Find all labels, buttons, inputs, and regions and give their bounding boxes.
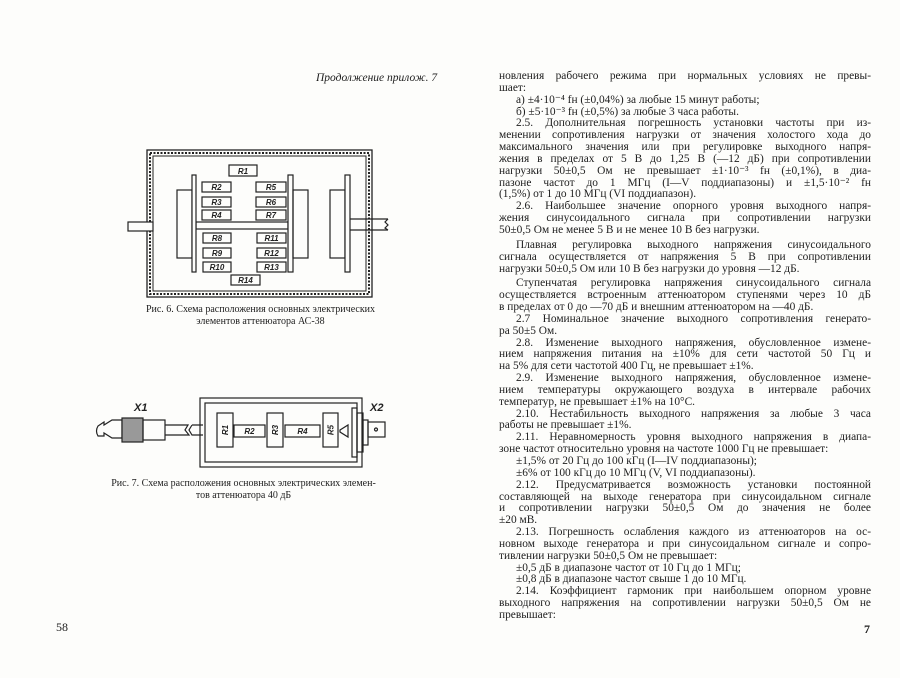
text-line: и сопротивлении нагрузки 50±0,5 Ом до значения не более <box>499 502 871 515</box>
resistor-R4 <box>285 425 320 437</box>
text-line: ±0,8 дБ в диапазоне частот свыше 1 до 10 МГц. <box>516 573 747 586</box>
resistor-label: R2 <box>211 183 222 192</box>
text-line: шает: <box>499 81 527 94</box>
text-line: пазоне частот до 1 МГц (I—V поддиапазоны) и ±1,5·10⁻² fн <box>499 176 871 189</box>
caption-line: элементов аттенюатора АС-38 <box>196 316 325 327</box>
text-line: новления рабочего режима при нормальных условиях не превы- <box>499 70 871 82</box>
text-line: работы не превышает ±1%. <box>499 419 632 432</box>
figure-7-caption <box>96 478 391 502</box>
caption-line: Рис. 7. Схема расположения основных электрических элемен- <box>111 478 376 489</box>
connector-label-X2: X2 <box>370 402 384 414</box>
text-line: 2.11. Неравномерность уровня выходного напряжения в диапа- <box>516 431 871 444</box>
text-line: на 5% для сети частотой 400 Гц, не превышает ±1%. <box>499 360 754 373</box>
resistor-label: R14 <box>238 276 253 285</box>
text-line: жения в пределах от 5 В до 1,25 В (—12 дБ) при сопротивлении <box>499 152 871 165</box>
resistor-R3 <box>267 413 283 447</box>
text-line: менении сопротивления нагрузки от значения холостого хода до <box>499 129 871 142</box>
text-line: ±1,5% от 20 Гц до 100 кГц (I—IV поддиапазоны); <box>516 455 757 467</box>
text-line: температур, не превышает ±1% на 10°С. <box>499 395 696 408</box>
caption-line: тов аттенюатора 40 дБ <box>195 490 292 501</box>
resistor-label: R11 <box>264 234 279 243</box>
text-line: ±6% от 100 кГц до 10 МГц (V, VI поддиапазоны). <box>516 466 756 479</box>
text-line: нием температуры окружающего воздуха в интервале рабочих <box>499 383 871 396</box>
fig7-connector-x2 <box>340 408 385 457</box>
text-line: в пределах от 0 до —70 дБ и внешним аттенюатором на —40 дБ. <box>499 301 814 314</box>
text-line: тивлении нагрузки 50±0,5 Ом не превышает: <box>499 549 718 562</box>
resistor-label: R6 <box>265 198 277 207</box>
text-line: 2.5. Дополнительная погрешность установки частоты при из- <box>516 117 871 130</box>
text-line: 2.14. Коэффициент гармоник при наибольшем опорном уровне <box>516 585 871 598</box>
text-line: 2.7 Номинальное значение выходного сопротивления генерато- <box>516 312 871 325</box>
resistor-label: R5 <box>265 183 277 192</box>
text-line: 2.13. Погрешность ослабления каждого из аттенюаторов на ос- <box>516 526 871 539</box>
text-line: а) ±4·10⁻⁴ fн (±0,04%) за любые 15 минут работы; <box>516 93 760 106</box>
text-line: ±0,5 дБ в диапазоне частот от 10 Гц до 1 МГц; <box>516 561 741 574</box>
text-line: осуществляется встроенным аттенюатором ступенями через 10 дБ <box>499 289 871 302</box>
resistor-label: R9 <box>211 249 223 258</box>
resistor-label: R4 <box>211 211 222 220</box>
right-page-body <box>499 71 871 622</box>
connector-label-X1: X1 <box>134 402 148 414</box>
text-line: максимального значения или при регулировке выходного напря- <box>499 141 871 154</box>
text-line: 2.10. Нестабильность выходного напряжения за любые 3 часа <box>516 407 871 420</box>
text-line: составляющей на выходе генератора при синусоидальном сигнале <box>499 490 871 503</box>
resistor-label: R7 <box>265 211 277 220</box>
text-line: нагрузки 50±0,5 Ом или 10 В без нагрузки до уровня —12 дБ. <box>499 262 800 275</box>
text-line: зоне частот относительно уровня на частоте 1000 Гц не превышает: <box>499 443 829 456</box>
text-line: жения синусоидального сигнала при сопротивлении нагрузки <box>499 212 871 225</box>
resistor-label: R3 <box>271 424 280 436</box>
page-number-left: 58 <box>56 620 68 634</box>
resistor-label: R1 <box>221 424 230 436</box>
text-line: 50±0,5 Ом не менее 5 В и не менее 10 В без нагрузки. <box>499 223 760 236</box>
text-line: б) ±5·10⁻³ fн (±0,5%) за любые 3 часа работы. <box>516 105 739 118</box>
text-line: 2.12. Предусматривается возможность установки постоянной <box>516 478 871 491</box>
text-line: 2.9. Изменение выходного напряжения, обусловленное измене- <box>516 372 871 385</box>
text-line: 2.8. Изменение выходного напряжения, обусловленное измене- <box>516 336 871 349</box>
text-line: выходного напряжения на сопротивлении нагрузки 50±0,5 Ом не <box>499 597 871 610</box>
resistor-label: R13 <box>264 263 279 272</box>
resistor-label: R3 <box>211 198 222 207</box>
text-line: сигнала осуществляется от напряжения 5 В при сопротивлении <box>499 250 871 263</box>
text-line: новном выходе генератора и при синусоидальном сигнале и сопро- <box>499 537 871 550</box>
text-line: 2.6. Наибольшее значение опорного уровня выходного напря- <box>516 200 871 213</box>
resistor-label: R1 <box>237 167 249 176</box>
resistor-R2 <box>234 425 265 437</box>
resistor-label: R12 <box>264 249 279 258</box>
text-line: ра 50±5 Ом. <box>499 324 558 337</box>
text-line: Ступенчатая регулировка напряжения синусоидального сигнала <box>516 277 871 290</box>
text-line: нагрузки 50±0,5 Ом не превышает ±1·10⁻³ fн (±0,1%), в диа- <box>499 164 871 177</box>
resistor-label: R8 <box>211 234 223 243</box>
page-number-right: 7 <box>864 622 870 636</box>
resistor-label: R5 <box>326 424 336 436</box>
text-line: (1,5%) от 1 до 10 МГц (VI поддиапазон). <box>499 188 697 201</box>
text-line: превышает: <box>499 608 556 621</box>
resistor-label: R10 <box>209 263 225 272</box>
text-line: ±20 мВ. <box>499 514 538 527</box>
resistor-R5 <box>323 413 338 447</box>
resistor-R1 <box>217 413 233 447</box>
continuation-header: Продолжение прилож. 7 <box>316 72 438 84</box>
fig7-cable-connector-x1 <box>97 418 204 442</box>
resistor-label: R2 <box>244 427 255 436</box>
text-line: нием напряжения питания на ±10% для сети частотой 50 Гц и <box>499 348 871 361</box>
caption-line: Рис. 6. Схема расположения основных электрических <box>145 304 376 315</box>
text-line: Плавная регулировка выходного напряжения синусоидального <box>516 238 871 251</box>
resistor-label: R4 <box>297 427 308 436</box>
